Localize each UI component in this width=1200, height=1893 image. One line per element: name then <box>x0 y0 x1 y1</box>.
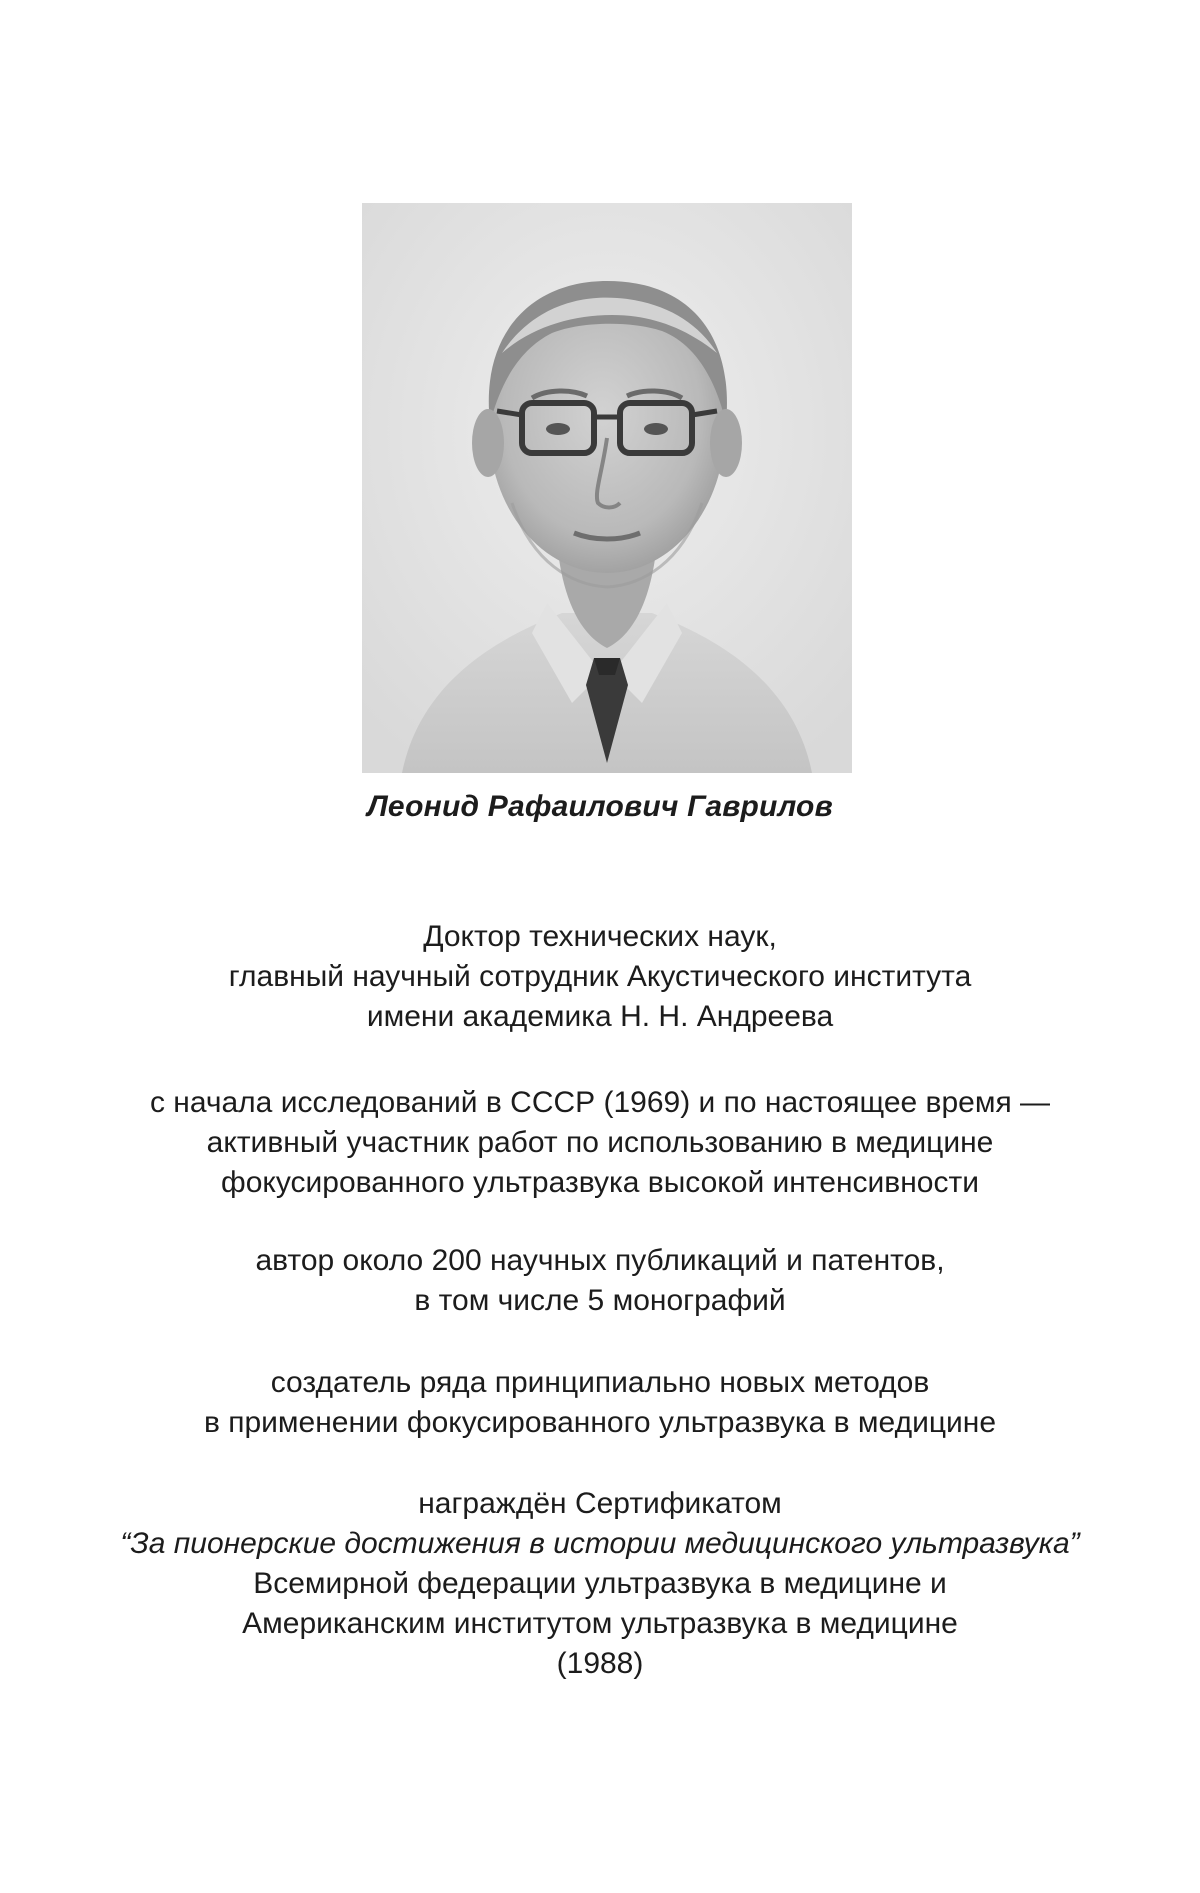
bio-award-block <box>0 1484 1200 1684</box>
bio-line: Доктор технических наук, <box>423 920 777 953</box>
bio-research-block <box>0 1083 1200 1203</box>
award-year: (1988) <box>556 1647 644 1680</box>
bio-line: фокусированного ультразвука высокой интенсивности <box>221 1166 979 1199</box>
bio-line: Американским институтом ультразвука в медицине <box>242 1607 958 1640</box>
bio-degree-block <box>0 917 1200 1037</box>
bio-line: в том числе 5 монографий <box>414 1284 786 1317</box>
bio-line: награждён Сертификатом <box>418 1487 782 1520</box>
bio-publications-block <box>0 1241 1200 1321</box>
bio-line: имени академика Н. Н. Андреева <box>366 1000 834 1033</box>
bio-line: Всемирной федерации ультразвука в медицине и <box>253 1567 947 1600</box>
bio-line: главный научный сотрудник Акустического института <box>228 960 972 993</box>
bio-line: создатель ряда принципиально новых методов <box>270 1366 930 1399</box>
bio-line: автор около 200 научных публикаций и патентов, <box>255 1244 945 1277</box>
bio-line: активный участник работ по использованию в медицине <box>206 1126 994 1159</box>
portrait-illustration <box>362 203 852 773</box>
bio-line: с начала исследований в СССР (1969) и по настоящее время — <box>149 1086 1051 1119</box>
bio-line: в применении фокусированного ультразвука в медицине <box>203 1406 997 1439</box>
person-name: Леонид Рафаилович Гаврилов <box>367 790 833 823</box>
award-title: “За пионерские достижения в истории медицинского ультразвука” <box>120 1527 1080 1560</box>
bio-methods-block <box>0 1363 1200 1443</box>
portrait-photo <box>362 203 852 773</box>
